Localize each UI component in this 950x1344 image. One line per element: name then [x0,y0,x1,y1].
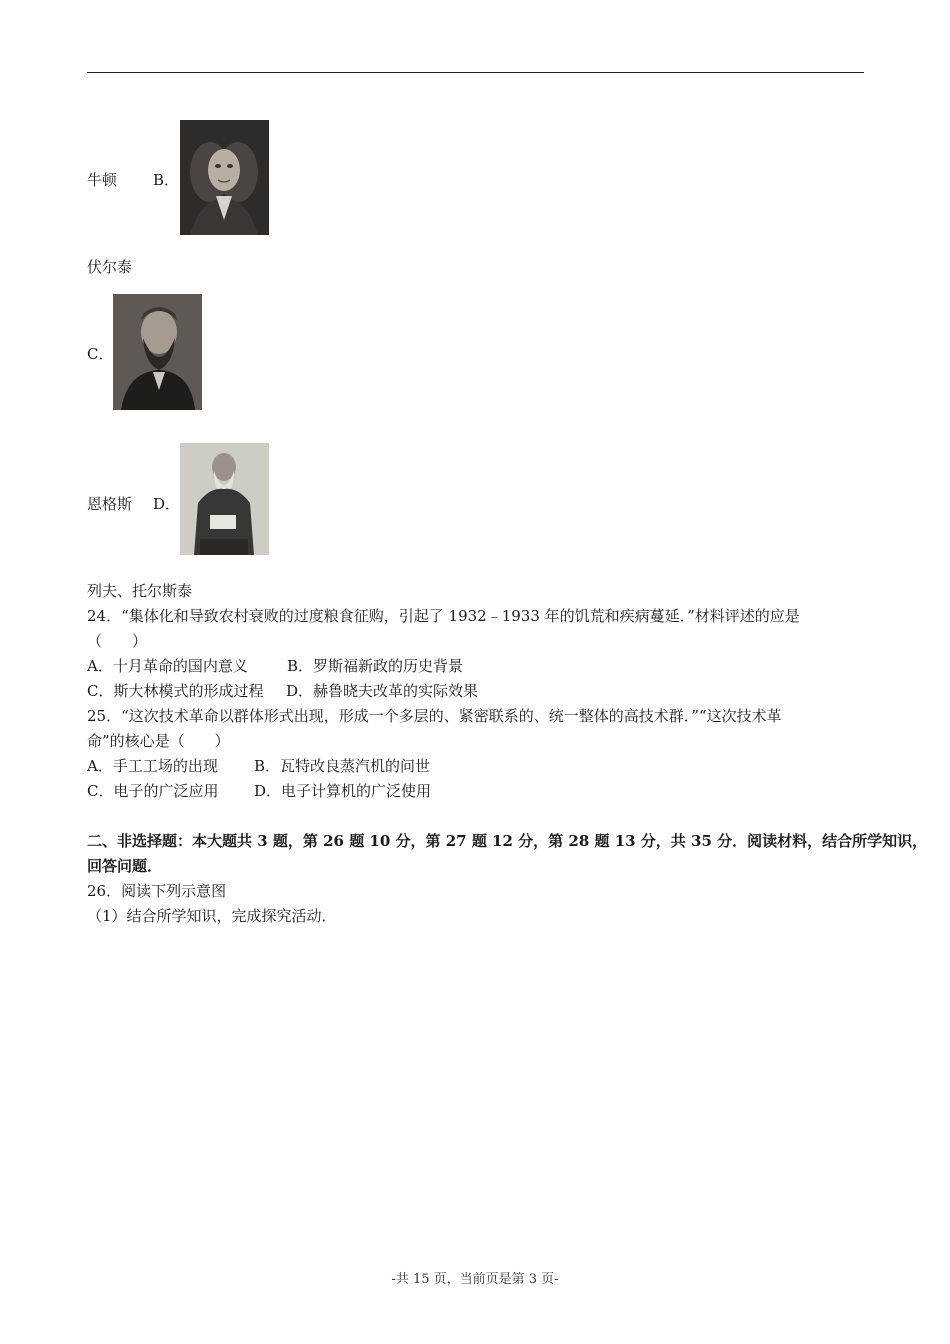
option-d-label: D． [153,495,181,513]
section2-heading-line1: 二、非选择题：本大题共 3 题，第 26 题 10 分，第 27 题 12 分，第 28 题 13 分，共 35 分．阅读材料，结合所学知识， [87,832,928,850]
option-c-name: 恩格斯 [87,495,133,513]
option-c-label: C． [87,345,114,363]
q24-option-b: B．罗斯福新政的历史背景 [287,657,464,675]
q25-option-b: B．瓦特改良蒸汽机的问世 [254,757,431,775]
q24-stem-line2: （ ） [87,632,148,650]
q25-option-c: C．电子的广泛应用 [87,782,219,800]
q24-option-d: D．赫鲁晓夫改革的实际效果 [286,682,479,700]
option-b-name: 伏尔泰 [87,258,133,276]
page-footer: -共 15 页，当前页是第 3 页- [391,1272,559,1287]
q25-stem-line1: 25．“这次技术革命以群体形式出现，形成一个多层的、紧密联系的、统一整体的高技术群．”“这次技术革 [87,707,782,725]
q26-stem: 26．阅读下列示意图 [87,882,227,900]
header-rule [87,72,864,73]
option-d-name: 列夫、托尔斯泰 [87,582,193,600]
tolstoy-portrait [180,443,269,555]
q25-stem-line2: 命”的核心是（ ） [87,732,230,750]
q24-option-c: C．斯大林模式的形成过程 [87,682,264,700]
voltaire-portrait [180,120,269,235]
option-a-name: 牛顿 [87,171,118,189]
section2-heading-line2: 回答问题． [87,857,163,875]
q26-sub1: （1）结合所学知识，完成探究活动． [87,907,337,925]
q25-option-a: A．手工工场的出现 [87,757,218,775]
option-b-label: B． [153,171,180,189]
engels-portrait [113,294,202,410]
q24-option-a: A．十月革命的国内意义 [87,657,248,675]
q25-option-d: D．电子计算机的广泛使用 [254,782,432,800]
q24-stem-line1: 24．“集体化和导致农村衰败的过度粮食征购，引起了 1932﹣1933 年的饥荒和疾病蔓延．”材料评述的应是 [87,607,800,625]
